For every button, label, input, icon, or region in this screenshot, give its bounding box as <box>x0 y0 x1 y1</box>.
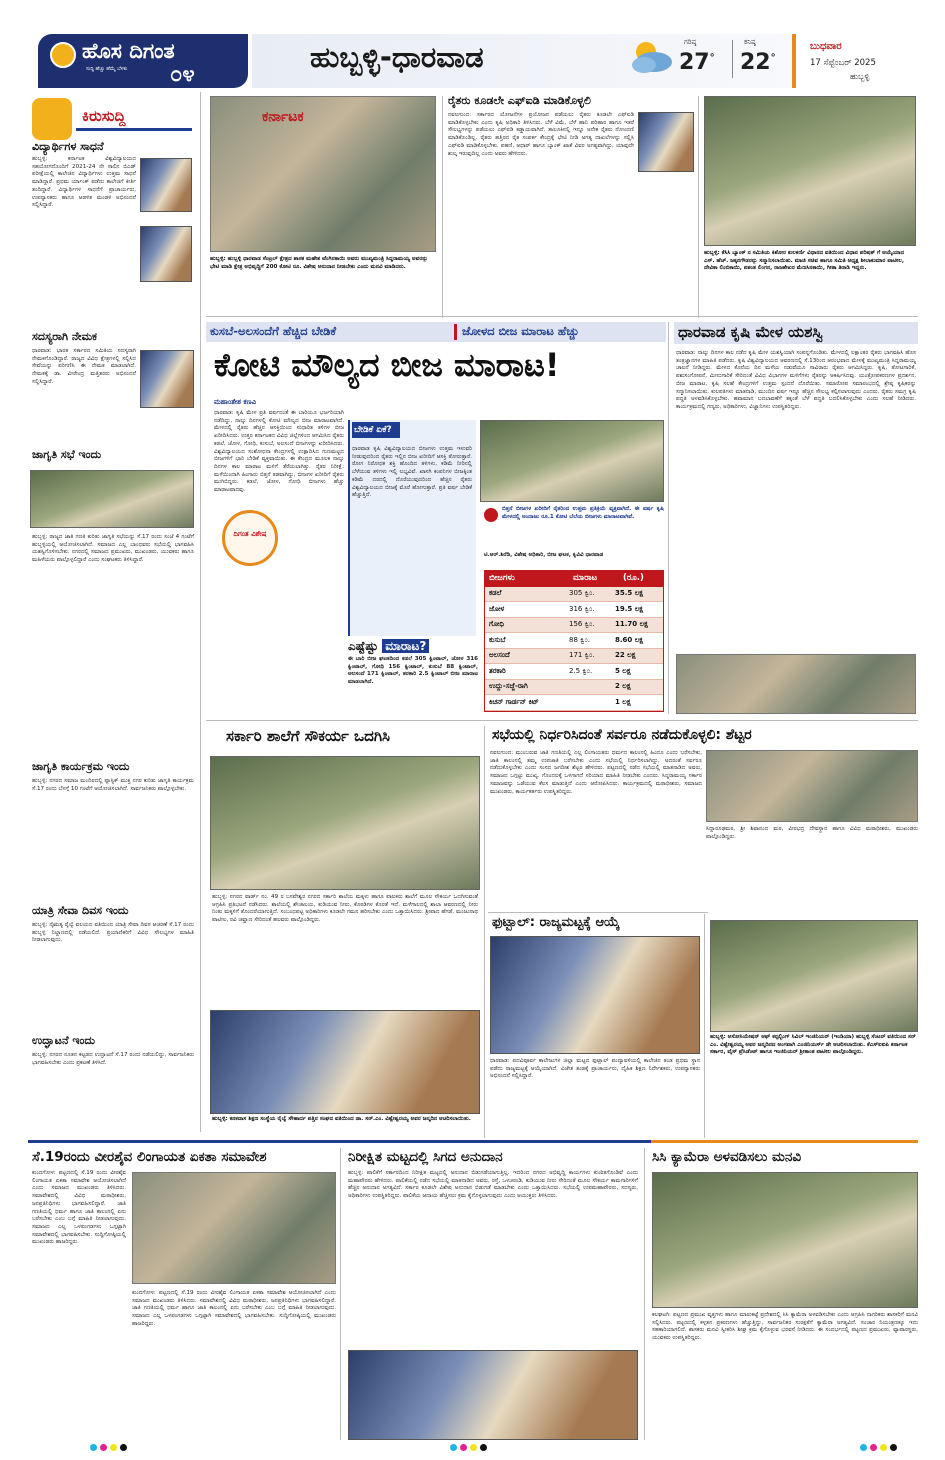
group-caption: ಹುಬ್ಬಳ್ಳಿ: ಕೆಸಿಸಿ ಬ್ಯಾಂಕ್ ನ ಸಮಿತಿಯ ಕಿಶೋರ ಕುಲಕರ್ಣಿ ವಿಧಾನದ ವತಿಯಿಂದ ವಿಧಾನ ಪರಿಷತ್ ಗೆ ಆಯ್ಕೆಯಾದ ಎಸ್. ಹೆಚ್. ಜಕ್ಕನಗೌಡರನ್ನು ಸನ್ಮಾನಿಸಲಾಯಿತು. ಮಾಜಿ ಸಚಿವ ಹಾಗೂ ಸಮಿತಿ ಅಧ್ಯಕ್ಷ ಶೀಲಾಕುಮಾರ ಪಾಟೀಲ, ದೇವಿಕಾ ಲಿಂಬಿಕಾಯಿ, ಪಶಂತ ಲಿಂಗನ, ರಾಜಶೇಖರ ಮೆಣಸಿನಕಾಯಿ, ಗೀತಾ ತಿರಾಡಿ ಇದ್ದರು. <box>704 250 905 272</box>
sidebar-item-body: ಹುಬ್ಬಳ್ಳಿ: ಕರ್ನಾಟಕ ವಿಶ್ವವಿದ್ಯಾಲಯದ ಸಹಯೋಗದೊಂದಿಗೆ 2021-24 ನೇ ಸಾಲಿನ ಬಿಎಡ್ ಪರೀಕ್ಷೆಯಲ್ಲಿ ಕಾಲೇಜಿನ ವಿದ್ಯಾರ್ಥಿಗಳು ಉತ್ತಮ ಸಾಧನೆ ಮಾಡಿದ್ದಾರೆ. ಪ್ರಥಮ ರ್ಯಾಂಕ್ ಪಡೆದು ಕಾಲೇಜಿಗೆ ಕೀರ್ತಿ ತಂದಿದ್ದಾರೆ. ವಿದ್ಯಾರ್ಥಿಗಳ ಸಾಧನೆಗೆ ಪ್ರಾಚಾರ್ಯರು, ಉಪನ್ಯಾಸಕರು ಹಾಗೂ ಆಡಳಿತ ಮಂಡಳಿ ಅಭಿನಂದನೆ ಸಲ್ಲಿಸಿದ್ದಾರೆ. <box>32 156 136 209</box>
min-temp: 22° <box>740 50 776 75</box>
table-cell-name: ಗೋಧಿ <box>489 620 505 628</box>
grant-body: ಹುಬ್ಬಳ್ಳಿ: ಪಾಲಿಕೆಗೆ ಸರ್ಕಾರದಿಂದ ನಿರೀಕ್ಷಿತ ಮಟ್ಟದಲ್ಲಿ ಅನುದಾನ ಬಿಡುಗಡೆಯಾಗುತ್ತಿಲ್ಲ. ಇದರಿಂದ ನಗರದ ಅಭಿವೃದ್ಧಿ ಕಾರ್ಯಗಳು ಕುಂಠಿತಗೊಂಡಿವೆ ಎಂದು ಮಹಾಪೌರರು ಹೇಳಿದರು. ಪಾಲಿಕೆಯಲ್ಲಿ ನಡೆದ ಸಭೆಯಲ್ಲಿ ಮಾತನಾಡಿದ ಅವರು, ರಸ್ತೆ, ಒಳಚರಂಡಿ, ಕುಡಿಯುವ ನೀರು ಸೇರಿದಂತೆ ಮೂಲ ಸೌಕರ್ಯ ಕಾಮಗಾರಿಗಳಿಗೆ ಹೆಚ್ಚಿನ ಅನುದಾನ ಅಗತ್ಯವಿದೆ. ಸರ್ಕಾರ ಕೂಡಲೇ ವಿಶೇಷ ಅನುದಾನ ಬಿಡುಗಡೆ ಮಾಡಬೇಕು ಎಂದು ಒತ್ತಾಯಿಸಿದರು. ಸಭೆಯಲ್ಲಿ ಉಪಮಹಾಪೌರರು, ಸದಸ್ಯರು, ಅಧಿಕಾರಿಗಳು ಉಪಸ್ಥಿತರಿದ್ದರು. ಪಾಲಿಕೆಯ ಆದಾಯ ಹೆಚ್ಚಿಸಲು ಕ್ರಮ ಕೈಗೊಳ್ಳಲಾಗುವುದು ಎಂದು ಆಯುಕ್ತರು ತಿಳಿಸಿದರು. <box>348 1170 638 1200</box>
grant-headline: ನಿರೀಕ್ಷಿತ ಮಟ್ಟದಲ್ಲಿ ಸಿಗದ ಅನುದಾನ <box>348 1149 503 1165</box>
lingayat-body-cont: ಕುಂದಗೋಳ: ಪಟ್ಟಣದಲ್ಲಿ ಸೆ.19 ರಂದು ವೀರಶೈವ ಲಿಂಗಾಯತ ಏಕತಾ ಸಮಾವೇಶ ಆಯೋಜಿಸಲಾಗಿದೆ ಎಂದು ಸಮಾಜದ ಮುಖಂಡರು ತಿಳಿಸಿದರು. ಸಮಾವೇಶದಲ್ಲಿ ವಿವಿಧ ಮಠಾಧೀಶರು, ಜನಪ್ರತಿನಿಧಿಗಳು ಭಾಗವಹಿಸಲಿದ್ದಾರೆ. ಜಾತಿ ಗಣತಿಯಲ್ಲಿ ಧರ್ಮ ಹಾಗೂ ಜಾತಿ ಕಾಲಂನಲ್ಲಿ ಏನು ಬರೆಸಬೇಕು ಎಂಬ ಬಗ್ಗೆ ಮಾಹಿತಿ ನೀಡಲಾಗುವುದು. ಸಮಾಜದ ಎಲ್ಲ ಒಳಪಂಗಡಗಳು ಒಗ್ಗಟ್ಟಾಗಿ ಸಮಾವೇಶದಲ್ಲಿ ಭಾಗವಹಿಸಬೇಕು. ಸುದ್ದಿಗೋಷ್ಠಿಯಲ್ಲಿ ಮುಖಂಡರು ಹಾಜರಿದ್ದರು. <box>132 1290 336 1327</box>
sidebar <box>28 92 196 1140</box>
max-temp: 27° <box>679 50 715 75</box>
sidebar-item-head: ವಿದ್ಯಾರ್ಥಿಗಳ ಸಾಧನೆ <box>32 140 104 153</box>
table-cell-name: ಜೋಳ <box>489 604 505 613</box>
sidebar-title: ಕಿರುಸುದ್ದಿ <box>82 107 126 125</box>
weather-icon <box>626 38 674 76</box>
table-cell-qty: 2.5 ಕ್ವಿಂ. <box>569 666 593 675</box>
cm-meeting-photo <box>210 96 436 252</box>
sidebar-item-body: ಹುಬ್ಬಳ್ಳಿ: ನಗರದ ನೂತನ ಕಟ್ಟಡದ ಉದ್ಘಾಟನೆ ಸೆ.17 ರಂದು ನಡೆಯಲಿದ್ದು, ಸಾರ್ವಜನಿಕರು ಭಾಗವಹಿಸಬೇಕು ಎಂದು ಪ್ರಕಟಣೆ ತಿಳಿಸಿದೆ. <box>32 1052 194 1066</box>
engineers-day-photo <box>710 920 918 1032</box>
edition-title: ಹುಬ್ಬಳ್ಳಿ-ಧಾರವಾಡ <box>310 40 484 74</box>
print-registration-marks <box>860 1444 910 1452</box>
table-cell-amount: 35.5 ಲಕ್ಷ <box>615 589 644 597</box>
table-cell-qty: 156 ಕ್ವಿಂ. <box>569 620 595 628</box>
meeting-photo <box>30 470 194 528</box>
lead-byline: ಮಹಾಂತೇಶ ಕಣವಿ <box>214 398 256 406</box>
table-cell-qty: 305 ಕ್ವಿಂ. <box>569 589 595 597</box>
cctv-headline: ಸಿಸಿ ಕ್ಯಾಮೆರಾ ಅಳವಡಿಸಲು ಮನವಿ <box>652 1149 802 1165</box>
kicker-separator <box>454 324 457 340</box>
sidebar-item-head: ಜಾಗೃತಿ ಸಭೆ ಇಂದು <box>32 448 102 461</box>
table-cell-qty: 88 ಕ್ವಿಂ. <box>569 635 590 644</box>
football-team-photo <box>490 936 700 1054</box>
temp-divider <box>732 40 733 78</box>
lingayat-headline: ಸೆ.19ರಂದು ವೀರಶೈವ ಲಿಂಗಾಯತ ಏಕತಾ ಸಮಾವೇಶ <box>32 1149 267 1165</box>
sidebar-item-body: ಹುಬ್ಬಳ್ಳಿ: ನಗರದ ಸಮಾಜ ಮಂದಿರದಲ್ಲಿ ಪ್ಲಾಸ್ಟಿಕ್ ಮುಕ್ತ ನಗರ ಕುರಿತು ಜಾಗೃತಿ ಕಾರ್ಯಕ್ರಮ ಸೆ.17 ರಂದು ಬೆಳಗ್ಗೆ 10 ಗಂಟೆಗೆ ಆಯೋಜಿಸಲಾಗಿದೆ. ಸಾರ್ವಜನಿಕರು ಪಾಲ್ಗೊಳ್ಳಬೇಕು. <box>32 778 194 792</box>
table-cell-amount: 2 ಲಕ್ಷ <box>615 682 631 690</box>
engineers-caption: ಹುಬ್ಬಳ್ಳಿ: ಅಸೋಸಿಯೇಷನ್ ಆಫ್ ಕನ್ಸಲ್ಟಿಂಗ್ ಸಿವಿಲ್ ಇಂಜಿನಿಯರ್ (ಇಂಡಿಯಾ) ಹುಬ್ಬಳ್ಳಿ ಸೆಂಟರ್ ವತಿಯಿಂದ ಸರ್ ಎಂ. ವಿಶ್ವೇಶ್ವರಯ್ಯ ಅವರ ಜನ್ಮದಿನದ ಅಂಗವಾಗಿ ಎಂಜಿನಿಯರ್ಸ್ ಡೇ ಆಚರಿಸಲಾಯಿತು. ಕೆಎಸ್‌ಐಐಪಿ ಕರ್ನಾಟಕ ಸರ್ಕಾರ, ವೈಸ್ ಪ್ರೆಸಿಡೆಂಟ್ ಹಾಗೂ ಇಂಜಿನಿಯರ್ ಶ್ರೀಕಾಂತ ಪಾಟೀಲ ಪಾಲ್ಗೊಂಡಿದ್ದರು. <box>710 1034 916 1056</box>
sold-head: ಎಷ್ಟೆಷ್ಟು ಮಾರಾಟ? <box>348 638 429 654</box>
sidebar-item-body: ಹುಬ್ಬಳ್ಳಿ: ರಾಜ್ಯದ ಜಾತಿ ಗಣತಿ ಕುರಿತು ಜಾಗೃತಿ ಸಭೆಯನ್ನು ಸೆ.17 ರಂದು ಸಂಜೆ 4 ಗಂಟೆಗೆ ಹುಬ್ಬಳ್ಳಿಯಲ್ಲಿ ಆಯೋಜಿಸಲಾಗಿದೆ. ಸಮಾಜದ ಎಲ್ಲ ಬಾಂಧವರು ಸಭೆಯಲ್ಲಿ ಭಾಗವಹಿಸಿ ಯಶಸ್ವಿಗೊಳಿಸಬೇಕು. ನಗರದಲ್ಲಿ ಸಮಾಜದ ಪ್ರಮುಖರು, ಮುಖಂಡರು, ಯುವಕರು ಹಾಗೂ ಮಹಿಳೆಯರು ಪಾಲ್ಗೊಳ್ಳಲಿದ್ದಾರೆ ಎಂದು ಸಂಘಟಕರು ತಿಳಿಸಿದ್ದಾರೆ. <box>32 534 194 564</box>
lead-kicker-right: ಜೋಳದ ಬೀಜ ಮಾರಾಟ ಹೆಚ್ಚು <box>462 324 580 338</box>
sidebar-title-bar <box>76 128 192 131</box>
school-protest-photo <box>210 756 480 890</box>
seed-table <box>484 570 664 712</box>
student-photo <box>140 226 192 282</box>
sidebar-item-head: ಜಾಗೃತಿ ಕಾರ್ಯಕ್ರಮ ಇಂದು <box>32 760 130 773</box>
date-label: 17 ಸೆಪ್ಟೆಂಬರ್ 2025 <box>810 58 876 68</box>
lead-kicker-left: ಕುಸಬೆ-ಅಲಸಂದೆಗೆ ಹೆಚ್ಚಿದ ಬೇಡಿಕೆ <box>210 324 337 338</box>
football-headline: ಫುಟ್ಬಾಲ್: ರಾಜ್ಯಮಟ್ಟಕ್ಕೆ ಆಯ್ಕೆ <box>492 915 620 930</box>
lead-headline: ಕೋಟಿ ಮೌಲ್ಯದ ಬೀಜ ಮಾರಾಟ! <box>214 346 560 384</box>
football-body: ಧಾರವಾಡ: ಪದವಿಪೂರ್ವ ಕಾಲೇಜುಗಳ ಜಿಲ್ಲಾ ಮಟ್ಟದ ಫುಟ್ಬಾಲ್ ಪಂದ್ಯಾವಳಿಯಲ್ಲಿ ಕಾಲೇಜಿನ ತಂಡ ಪ್ರಥಮ ಸ್ಥಾನ ಪಡೆದು ರಾಜ್ಯಮಟ್ಟಕ್ಕೆ ಆಯ್ಕೆಯಾಗಿದೆ. ವಿಜೇತ ತಂಡಕ್ಕೆ ಪ್ರಾಚಾರ್ಯರು, ದೈಹಿಕ ಶಿಕ್ಷಣ ನಿರ್ದೇಶಕರು, ಉಪನ್ಯಾಸಕರು ಅಭಿನಂದನೆ ಸಲ್ಲಿಸಿದ್ದಾರೆ. <box>490 1058 700 1080</box>
print-registration-marks <box>90 1444 140 1452</box>
seed-stall-photo <box>480 420 664 502</box>
table-cell-name: ಅಲಸಂದೆ <box>489 651 510 659</box>
sidebar-item-head: ಉದ್ಘಾಟನೆ ಇಂದು <box>32 1034 95 1047</box>
shettar-caption: ಸಿದ್ದಾರೂಢಮಠ, ಶ್ರೀ ಶಿವಾನಂದ ಮಠ, ವೀರಭದ್ರ ದೇವಸ್ಥಾನ ಹಾಗೂ ವಿವಿಧ ಮಠಾಧೀಶರು, ಮುಖಂಡರು ಪಾಲ್ಗೊಂಡಿದ್ದರು. <box>706 826 918 840</box>
mela-headline: ಧಾರವಾಡ ಕೃಷಿ ಮೇಳ ಯಶಸ್ವಿ <box>678 323 823 341</box>
kirusuddi-icon <box>32 98 72 140</box>
table-row <box>485 587 663 602</box>
city-label: ಹುಬ್ಬಳ್ಳಿ <box>850 72 870 81</box>
print-registration-marks <box>450 1444 500 1452</box>
table-row <box>485 649 663 664</box>
cctv-body: ಕಲಘಟಗಿ: ಪಟ್ಟಣದ ಪ್ರಮುಖ ವೃತ್ತಗಳು ಹಾಗೂ ಮಾರುಕಟ್ಟೆ ಪ್ರದೇಶದಲ್ಲಿ ಸಿಸಿ ಕ್ಯಾಮೆರಾ ಅಳವಡಿಸಬೇಕು ಎಂದು ಆಗ್ರಹಿಸಿ ನಾಗರಿಕರು ಶಾಸಕರಿಗೆ ಮನವಿ ಸಲ್ಲಿಸಿದರು. ಪಟ್ಟಣದಲ್ಲಿ ಕಳ್ಳತನ ಪ್ರಕರಣಗಳು ಹೆಚ್ಚುತ್ತಿದ್ದು, ಸಾರ್ವಜನಿಕರ ಸುರಕ್ಷತೆಗೆ ಕ್ಯಾಮೆರಾ ಅಗತ್ಯವಿದೆ. ಸಂಚಾರ ನಿಯಂತ್ರಣಕ್ಕೂ ಇದು ಸಹಕಾರಿಯಾಗಲಿದೆ. ಶಾಸಕರು ಮನವಿ ಸ್ವೀಕರಿಸಿ ಶೀಘ್ರ ಕ್ರಮ ಕೈಗೊಳ್ಳುವ ಭರವಸೆ ನೀಡಿದರು. ಈ ಸಂದರ್ಭದಲ್ಲಿ ಪಟ್ಟಣದ ಪ್ರಮುಖರು, ವ್ಯಾಪಾರಸ್ಥರು, ಯುವಕರು ಉಪಸ್ಥಿತರಿದ್ದರು. <box>652 1312 918 1342</box>
shettar-meeting-photo <box>706 750 918 822</box>
why-head: ಬೇಡಿಕೆ ಏಕೆ? <box>352 422 400 438</box>
max-temp-label: ಗರಿಷ್ಠ <box>684 38 697 46</box>
table-cell-amount: 22 ಲಕ್ಷ <box>615 651 636 659</box>
student-photo <box>140 158 192 212</box>
mela-body: ಧಾರವಾಡ: ನಾಲ್ಕು ದಿನಗಳ ಕಾಲ ನಡೆದ ಕೃಷಿ ಮೇಳ ಯಶಸ್ವಿಯಾಗಿ ಸಂಪನ್ನಗೊಂಡಿತು. ಮೇಳದಲ್ಲಿ ಲಕ್ಷಾಂತರ ರೈತರು ಭಾಗವಹಿಸಿ ಹೊಸ ತಂತ್ರಜ್ಞಾನಗಳ ಮಾಹಿತಿ ಪಡೆದರು. ಕೃಷಿ ವಿಶ್ವವಿದ್ಯಾಲಯದ ಆವರಣದಲ್ಲಿ ಸೆ.13ರಿಂದ ಆರಂಭವಾದ ಮೇಳಕ್ಕೆ ಮುಖ್ಯಮಂತ್ರಿ ಸಿದ್ದರಾಮಯ್ಯ ಚಾಲನೆ ನೀಡಿದ್ದರು. ಮೇಳದ ಕೊನೆಯ ದಿನ ಮಳೆಯ ನಡುವೆಯೂ ಸಾವಿರಾರು ರೈತರು ಆಗಮಿಸಿದ್ದರು. ಕೃಷಿ, ತೋಟಗಾರಿಕೆ, ಪಶುಸಂಗೋಪನೆ, ಮೀನುಗಾರಿಕೆ ಸೇರಿದಂತೆ ವಿವಿಧ ವಿಭಾಗಗಳ ಮಳಿಗೆಗಳು ರೈತರನ್ನು ಆಕರ್ಷಿಸಿದವು. ಯಂತ್ರೋಪಕರಣಗಳ ಪ್ರದರ್ಶನ, ಬೀಜ ಮಾರಾಟ, ಕೃಷಿ ಸಲಹೆ ಕೇಂದ್ರಗಳಿಗೆ ಉತ್ತಮ ಸ್ಪಂದನೆ ದೊರೆಯಿತು. ಸಮಾರೋಪ ಸಮಾರಂಭದಲ್ಲಿ ಶ್ರೇಷ್ಠ ಕೃಷಿಕರನ್ನು ಸನ್ಮಾನಿಸಲಾಯಿತು. ಕುಲಪತಿಗಳು ಮಾತನಾಡಿ, ಮುಂದಿನ ವರ್ಷ ಇನ್ನೂ ಹೆಚ್ಚಿನ ಸೌಲಭ್ಯ ಕಲ್ಪಿಸಲಾಗುವುದು ಎಂದರು. ರೈತರು ಸಮಗ್ರ ಕೃಷಿ ಪದ್ಧತಿ ಅಳವಡಿಸಿಕೊಳ್ಳಬೇಕು. ಹವಾಮಾನ ಬದಲಾವಣೆಗೆ ತಕ್ಕಂತೆ ಬೆಳೆ ಪದ್ಧತಿ ಬದಲಿಸಿಕೊಳ್ಳಬೇಕು ಎಂದು ಸಲಹೆ ನೀಡಿದರು. ಕಾರ್ಯಕ್ರಮದಲ್ಲಿ ಗಣ್ಯರು, ಅಧಿಕಾರಿಗಳು, ವಿಜ್ಞಾನಿಗಳು ಉಪಸ್ಥಿತರಿದ್ದರು. <box>676 350 916 411</box>
table-cell-amount: 19.5 ಲಕ್ಷ <box>615 604 644 613</box>
table-cell-qty: 171 ಕ್ವಿಂ. <box>569 651 595 659</box>
photo-banner-text: ಕರ್ನಾಟಕ <box>262 109 304 125</box>
school-headline: ಸರ್ಕಾರಿ ಶಾಲೆಗೆ ಸೌಕರ್ಯ ಒದಗಿಸಿ <box>226 727 390 745</box>
visvesvaraya-caption: ಹುಬ್ಬಳ್ಳಿ: ಕನಕದಾಸ ಶಿಕ್ಷಣ ಸಂಸ್ಥೆಯ ರೈಲ್ವೆ ಸೌಹಾರ್ದ ಪತ್ತಿನ ಸಂಘದ ವತಿಯಿಂದ ಡಾ. ಸರ್.ಎಂ. ವಿಶ್ವೇಶ್ವರಯ್ಯ ಅವರ ಜನ್ಮದಿನ ಆಚರಿಸಲಾಯಿತು. <box>212 1116 471 1122</box>
person-photo <box>140 350 194 408</box>
table-col-rs: (ರೂ.) <box>623 573 644 583</box>
table-cell-amount: 11.70 ಲಕ್ಷ <box>615 620 648 628</box>
date-divider <box>792 34 796 88</box>
shettar-headline: ಸಭೆಯಲ್ಲಿ ನಿರ್ಧರಿಸಿದಂತೆ ಸರ್ವರೂ ನಡೆದುಕೊಳ್ಳಲಿ: ಶೆಟ್ಟರ <box>492 727 752 743</box>
cm-caption: ಹುಬ್ಬಳ್ಳಿ: ಹುಬ್ಬಳ್ಳಿ ಧಾರವಾಡ ಸೆಂಟ್ರಲ್ ಕ್ಷೇತ್ರದ ಶಾಸಕ ಮಹೇಶ ಟೆಂಗಿನಕಾಯಿ ಅವರು ಮುಖ್ಯಮಂತ್ರಿ ಸಿದ್ದರಾಮಯ್ಯ ಅವರನ್ನು ಭೇಟಿ ಮಾಡಿ ಕ್ಷೇತ್ರ ಅಭಿವೃದ್ಧಿಗೆ 200 ಕೋಟಿ ರೂ. ವಿಶೇಷ ಅನುದಾನ ನೀಡಬೇಕು ಎಂದು ಮನವಿ ಮಾಡಿದರು. <box>210 256 428 270</box>
table-col-seed: ಬೀಜಗಳು <box>489 573 515 583</box>
cctv-petition-photo <box>652 1172 918 1308</box>
visvesvaraya-photo <box>210 1010 480 1114</box>
masthead <box>20 28 925 88</box>
sidebar-item-head: ಯಾತ್ರಿ ಸೇವಾ ದಿವಸ ಇಂದು <box>32 904 129 917</box>
table-cell-name: ಕುಸುಬೆ <box>489 635 506 644</box>
table-row <box>485 618 663 633</box>
mela-stage-photo <box>676 654 916 714</box>
seal-text: ದಿಗಂತ ವಿಶೇಷ <box>233 530 267 538</box>
table-cell-amount: 5 ಲಕ್ಷ <box>615 666 631 675</box>
fid-body: ನವಲಗುಂದ: ಸರ್ಕಾರದ ಯೋಜನೆಗಳ ಪ್ರಯೋಜನ ಪಡೆಯಲು ರೈತರು ಕೂಡಲೇ ಎಫ್‌ಐಡಿ ಮಾಡಿಕೊಳ್ಳಬೇಕು ಎಂದು ಕೃಷಿ ಅಧಿಕಾರಿ ತಿಳಿಸಿದರು. ಬೆಳೆ ವಿಮೆ, ಬೆಳೆ ಹಾನಿ ಪರಿಹಾರ ಹಾಗೂ ಇತರೆ ಸೌಲಭ್ಯಗಳನ್ನು ಪಡೆಯಲು ಎಫ್‌ಐಡಿ ಕಡ್ಡಾಯವಾಗಿದೆ. ತಾಲೂಕಿನಲ್ಲಿ ಇನ್ನೂ ಅನೇಕ ರೈತರು ನೋಂದಣಿ ಮಾಡಿಕೊಂಡಿಲ್ಲ. ರೈತರು ಹತ್ತಿರದ ರೈತ ಸಂಪರ್ಕ ಕೇಂದ್ರಕ್ಕೆ ಭೇಟಿ ನೀಡಿ ಅಗತ್ಯ ದಾಖಲೆಗಳನ್ನು ಸಲ್ಲಿಸಿ ಎಫ್‌ಐಡಿ ಮಾಡಿಕೊಳ್ಳಬೇಕು. ಪಹಣಿ, ಆಧಾರ್ ಹಾಗೂ ಬ್ಯಾಂಕ್ ಖಾತೆ ವಿವರ ಅಗತ್ಯವಾಗಿದ್ದು, ಯಾವುದೇ ಶುಲ್ಕ ಇರುವುದಿಲ್ಲ ಎಂದು ಅವರು ಹೇಳಿದರು. <box>448 112 634 157</box>
press-meet-photo <box>132 1172 336 1284</box>
table-cell-name: ಉದ್ದು-ಸಜ್ಜೆ-ರಾಗಿ <box>489 682 528 690</box>
logo-text: ಹೊಸ ದಿಗಂತ <box>82 39 175 63</box>
fid-headline: ರೈತರು ಕೂಡಲೇ ಎಫ್‌ಐಡಿ ಮಾಡಿಕೊಳ್ಳಲಿ <box>448 94 591 107</box>
why-body: ಧಾರವಾಡ ಕೃಷಿ ವಿಶ್ವವಿದ್ಯಾಲಯದ ಬೀಜಗಳು ಉತ್ತಮ ಇಳುವರಿ ನೀಡುವುದರಿಂದ ರೈತರು ಇಲ್ಲಿನ ಬೀಜ ಖರೀದಿಗೆ ಆಸಕ್ತಿ ತೋರುತ್ತಾರೆ. ರೋಗ ನಿರೋಧಕ ಶಕ್ತಿ ಹೊಂದಿದ ತಳಿಗಳು, ಕಡಿಮೆ ನೀರಿನಲ್ಲಿ ಬೆಳೆಯುವ ತಳಿಗಳು ಇಲ್ಲಿ ಲಭ್ಯವಿವೆ. ಖಾಸಗಿ ಕಂಪನಿಗಳ ಬೀಜಕ್ಕಿಂತ ಕಡಿಮೆ ದರದಲ್ಲಿ ದೊರೆಯುವುದರಿಂದ ಹೆಚ್ಚಿನ ರೈತರು ವಿಶ್ವವಿದ್ಯಾಲಯದ ಬೀಜಕ್ಕೆ ಮೊರೆ ಹೋಗುತ್ತಾರೆ. ಪ್ರತಿ ವರ್ಷ ಬೇಡಿಕೆ ಹೆಚ್ಚುತ್ತಿದೆ. <box>352 446 472 499</box>
logo-emblem-icon <box>50 42 76 68</box>
table-row <box>485 680 663 695</box>
logo-tagline: ಸುದ್ದಿ ಹೆಚ್ಚು ಹೆಮ್ಮೆ ಬೆಳಕು <box>86 66 128 72</box>
day-label: ಬುಧವಾರ <box>810 41 842 52</box>
table-cell-name: ಕಡಲೆ <box>489 589 502 597</box>
sidebar-item-body: ಹುಬ್ಬಳ್ಳಿ: ನೈಋತ್ಯ ರೈಲ್ವೆ ವಲಯದ ವತಿಯಿಂದ ಯಾತ್ರಿ ಸೇವಾ ದಿವಸ ಆಚರಣೆ ಸೆ.17 ರಂದು ಹುಬ್ಬಳ್ಳಿ ನಿಲ್ದಾಣದಲ್ಲಿ ನಡೆಯಲಿದೆ. ಪ್ರಯಾಣಿಕರಿಗೆ ವಿವಿಧ ಸೌಲಭ್ಯಗಳ ಮಾಹಿತಿ ನೀಡಲಾಗುವುದು. <box>32 922 194 944</box>
grant-meeting-photo <box>348 1350 638 1440</box>
table-cell-name: ಕಿಚನ್ ಗಾರ್ಡನ್ ಕಿಟ್ <box>489 697 539 706</box>
lead-body: ಧಾರವಾಡ: ಕೃಷಿ ಮೇಳ ಪ್ರತಿ ವರ್ಷದಂತೆ ಈ ಬಾರಿಯೂ ಭರ್ಜರಿಯಾಗಿ ನಡೆದಿದ್ದು, ನಾಲ್ಕು ದಿನಗಳಲ್ಲಿ ಕೋಟಿ ಮೌಲ್ಯದ ಬೀಜ ಮಾರಾಟವಾಗಿದೆ. ಮೇಳದಲ್ಲಿ ರೈತರು ಹೆಚ್ಚಿನ ಆಸಕ್ತಿಯಿಂದ ಸುಧಾರಿತ ತಳಿಗಳ ಬೀಜ ಖರೀದಿಸಿದರು. ಉತ್ತರ ಕರ್ನಾಟಕದ ವಿವಿಧ ಜಿಲ್ಲೆಗಳಿಂದ ಆಗಮಿಸಿದ ರೈತರು ಕಡಲೆ, ಜೋಳ, ಗೋಧಿ, ಕುಸುಬೆ, ಅಲಸಂದೆ ಬೀಜಗಳನ್ನು ಖರೀದಿಸಿದರು. ವಿಶ್ವವಿದ್ಯಾಲಯದ ಸಂಶೋಧನಾ ಕೇಂದ್ರಗಳಲ್ಲಿ ಉತ್ಪಾದಿಸಿದ ಗುಣಮಟ್ಟದ ಬೀಜಗಳಿಗೆ ಭಾರಿ ಬೇಡಿಕೆ ವ್ಯಕ್ತವಾಯಿತು. ಈ ಕೇಂದ್ರದ ಮೂಲಕ ನಾಲ್ಕು ದಿನಗಳ ಕಾಲ ಮಾರಾಟ ಮಳಿಗೆ ತೆರೆಯಲಾಗಿತ್ತು. ರೈತರ ನಿರೀಕ್ಷೆ: ಮಳೆಯಿಂದಾಗಿ ಹಿಂಗಾರು ಬಿತ್ತನೆ ತಡವಾಗಿದ್ದು, ಬೀಜಗಳ ಖರೀದಿಗೆ ರೈತರು ಮುಗಿಬಿದ್ದರು. ಕಡಲೆ, ಜೋಳ, ಗೋಧಿ ಬೀಜಗಳು ಹೆಚ್ಚು ಮಾರಾಟವಾದವು. <box>214 410 344 494</box>
table-row <box>485 696 663 711</box>
section-divider <box>28 1140 918 1143</box>
sold-body: ಈ ಬಾರಿ ಬೀಜ ಘಟಕದಿಂದ ಕಡಲೆ 305 ಕ್ವಿಂಟಾಲ್, ಜೋಳ 316 ಕ್ವಿಂಟಾಲ್, ಗೋಧಿ 156 ಕ್ವಿಂಟಾಲ್, ಕುಸುಬೆ 88 ಕ್ವಿಂಟಾಲ್, ಅಲಸಂದೆ 171 ಕ್ವಿಂಟಾಲ್, ತರಕಾರಿ 2.5 ಕ್ವಿಂಟಾಲ್ ಬೀಜ ಮಾರಾಟ ಮಾಡಲಾಗಿದೆ. <box>348 656 478 686</box>
shettar-body: ನವಲಗುಂದ: ಮುಂಬರುವ ಜಾತಿ ಗಣತಿಯಲ್ಲಿ ಎಲ್ಲ ಲಿಂಗಾಯತರು ಧರ್ಮದ ಕಾಲಂನಲ್ಲಿ ಹಿಂದೂ ಎಂದು ಬರೆಸಬೇಕು, ಜಾತಿ ಕಾಲಂನಲ್ಲಿ ತಮ್ಮ ಉಪಜಾತಿ ಬರೆಸಬೇಕು ಎಂದು ಸಭೆಯಲ್ಲಿ ನಿರ್ಧರಿಸಲಾಗಿದ್ದು, ಅದರಂತೆ ಸರ್ವರೂ ನಡೆದುಕೊಳ್ಳಬೇಕು ಎಂದು ಸಂಸದ ಜಗದೀಶ ಶೆಟ್ಟರ ಹೇಳಿದರು. ಪಟ್ಟಣದಲ್ಲಿ ನಡೆದ ಸಭೆಯಲ್ಲಿ ಮಾತನಾಡಿದ ಅವರು, ಸಮಾಜದ ಒಗ್ಗಟ್ಟು ಮುಖ್ಯ. ಗೊಂದಲಕ್ಕೆ ಒಳಗಾಗದೆ ಸರಿಯಾದ ಮಾಹಿತಿ ನೀಡಬೇಕು ಎಂದರು. ಸಿದ್ದರಾಮಯ್ಯ ಸರ್ಕಾರ ಸಮಾಜವನ್ನು ಒಡೆಯುವ ಕೆಲಸ ಮಾಡುತ್ತಿದೆ ಎಂದು ಆರೋಪಿಸಿದರು. ಕಾರ್ಯಕ್ರಮದಲ್ಲಿ ಮಠಾಧೀಶರು, ಸಮಾಜದ ಮುಖಂಡರು, ಕಾರ್ಯಕರ್ತರು ಉಪಸ್ಥಿತರಿದ್ದರು. <box>490 750 702 795</box>
table-cell-amount: 8.60 ಲಕ್ಷ <box>615 635 644 644</box>
sidebar-item-body: ಧಾರವಾಡ: ಭಾರತ ಸರ್ಕಾರದ ಸಮಿತಿಯ ಸದಸ್ಯರಾಗಿ ನೇಮಕಗೊಂಡಿದ್ದಾರೆ. ರಾಜ್ಯದ ವಿವಿಧ ಕ್ಷೇತ್ರಗಳಲ್ಲಿ ಸಲ್ಲಿಸಿದ ಸೇವೆಯನ್ನು ಪರಿಗಣಿಸಿ ಈ ನೇಮಕ ಮಾಡಲಾಗಿದೆ. ನೇಮಕಕ್ಕೆ ಡಾ. ವೀರೇಂದ್ರ ಮತ್ತಿತರರು ಅಭಿನಂದನೆ ಸಲ್ಲಿಸಿದ್ದಾರೆ. <box>32 348 136 385</box>
officer-quote: ಬಿತ್ತನೆ ಬೀಜಗಳ ಖರೀದಿಗೆ ರೈತರಿಂದ ಉತ್ತಮ ಪ್ರತಿಕ್ರಿಯೆ ವ್ಯಕ್ತವಾಗಿದೆ. ಈ ವರ್ಷ ಕೃಷಿ ಮೇಳದಲ್ಲಿ ಅಂದಾಜು ರೂ.1 ಕೋಟಿ ಬೆಲೆಯ ಬೀಜಗಳು ಮಾರಾಟವಾಗಿವೆ. <box>502 506 664 520</box>
table-cell-amount: 1 ಲಕ್ಷ <box>615 697 631 706</box>
school-body: ಹುಬ್ಬಳ್ಳಿ: ನಗರದ ವಾರ್ಡ್ ನಂ. 49 ರ ಬಸವೇಶ್ವರ ನಗರದ ಸರ್ಕಾರಿ ಶಾಲೆಯ ಮಕ್ಕಳು ಹಾಗೂ ಪಾಲಕರು ಶಾಲೆಗೆ ಮೂಲ ಸೌಕರ್ಯ ಒದಗಿಸುವಂತೆ ಆಗ್ರಹಿಸಿ ಪ್ರತಿಭಟನೆ ನಡೆಸಿದರು. ಶಾಲೆಯಲ್ಲಿ ಶೌಚಾಲಯ, ಕುಡಿಯುವ ನೀರು, ಕೊಠಡಿಗಳ ಕೊರತೆ ಇದೆ. ಮಳೆಗಾಲದಲ್ಲಿ ಶಾಲಾ ಆವರಣದಲ್ಲಿ ನೀರು ನಿಂತು ಮಕ್ಕಳಿಗೆ ತೊಂದರೆಯಾಗುತ್ತಿದೆ. ಸಂಬಂಧಪಟ್ಟ ಅಧಿಕಾರಿಗಳು ಕೂಡಲೇ ಗಮನ ಹರಿಸಬೇಕು ಎಂದು ಒತ್ತಾಯಿಸಿದರು. ಶ್ರೀಪಾದ ಹೆಗಡೆ, ಮಂಜುನಾಥ ಪಾಟೀಲ, ರವಿ ಚವ್ಹಾಣ ಸೇರಿದಂತೆ ಹಲವರು ಪಾಲ್ಗೊಂಡಿದ್ದರು. <box>212 894 478 924</box>
page-number: ೦೪ <box>170 62 195 87</box>
table-row <box>485 634 663 649</box>
table-col-sale: ಮಾರಾಟ <box>573 573 598 583</box>
min-temp-label: ಕನಿಷ್ಠ <box>744 38 756 46</box>
table-row <box>485 665 663 680</box>
quote-attribution: ಟಿ.ಆರ್.ಶಿರೆಡಿ, ವಿಶೇಷ ಅಧಿಕಾರಿ, ಬೀಜ ಘಟಕ, ಕೃವಿವಿ ಧಾರವಾಡ <box>484 552 604 558</box>
lingayat-body: ಕುಂದಗೋಳ: ಪಟ್ಟಣದಲ್ಲಿ ಸೆ.19 ರಂದು ವೀರಶೈವ ಲಿಂಗಾಯತ ಏಕತಾ ಸಮಾವೇಶ ಆಯೋಜಿಸಲಾಗಿದೆ ಎಂದು ಸಮಾಜದ ಮುಖಂಡರು ತಿಳಿಸಿದರು. ಸಮಾವೇಶದಲ್ಲಿ ವಿವಿಧ ಮಠಾಧೀಶರು, ಜನಪ್ರತಿನಿಧಿಗಳು ಭಾಗವಹಿಸಲಿದ್ದಾರೆ. ಜಾತಿ ಗಣತಿಯಲ್ಲಿ ಧರ್ಮ ಹಾಗೂ ಜಾತಿ ಕಾಲಂನಲ್ಲಿ ಏನು ಬರೆಸಬೇಕು ಎಂಬ ಬಗ್ಗೆ ಮಾಹಿತಿ ನೀಡಲಾಗುವುದು. ಸಮಾಜದ ಎಲ್ಲ ಒಳಪಂಗಡಗಳು ಒಗ್ಗಟ್ಟಾಗಿ ಸಮಾವೇಶದಲ್ಲಿ ಭಾಗವಹಿಸಬೇಕು. ಸುದ್ದಿಗೋಷ್ಠಿಯಲ್ಲಿ ಮುಖಂಡರು ಹಾಜರಿದ್ದರು. <box>32 1170 126 1246</box>
table-row <box>485 603 663 618</box>
quote-mark-icon <box>484 508 498 522</box>
group-photo <box>704 96 916 246</box>
table-cell-qty: 316 ಕ್ವಿಂ. <box>569 604 595 613</box>
sidebar-item-head: ಸದಸ್ಯರಾಗಿ ನೇಮಕ <box>32 330 97 343</box>
table-cell-name: ತರಕಾರಿ <box>489 666 506 675</box>
officer-photo <box>638 112 694 172</box>
